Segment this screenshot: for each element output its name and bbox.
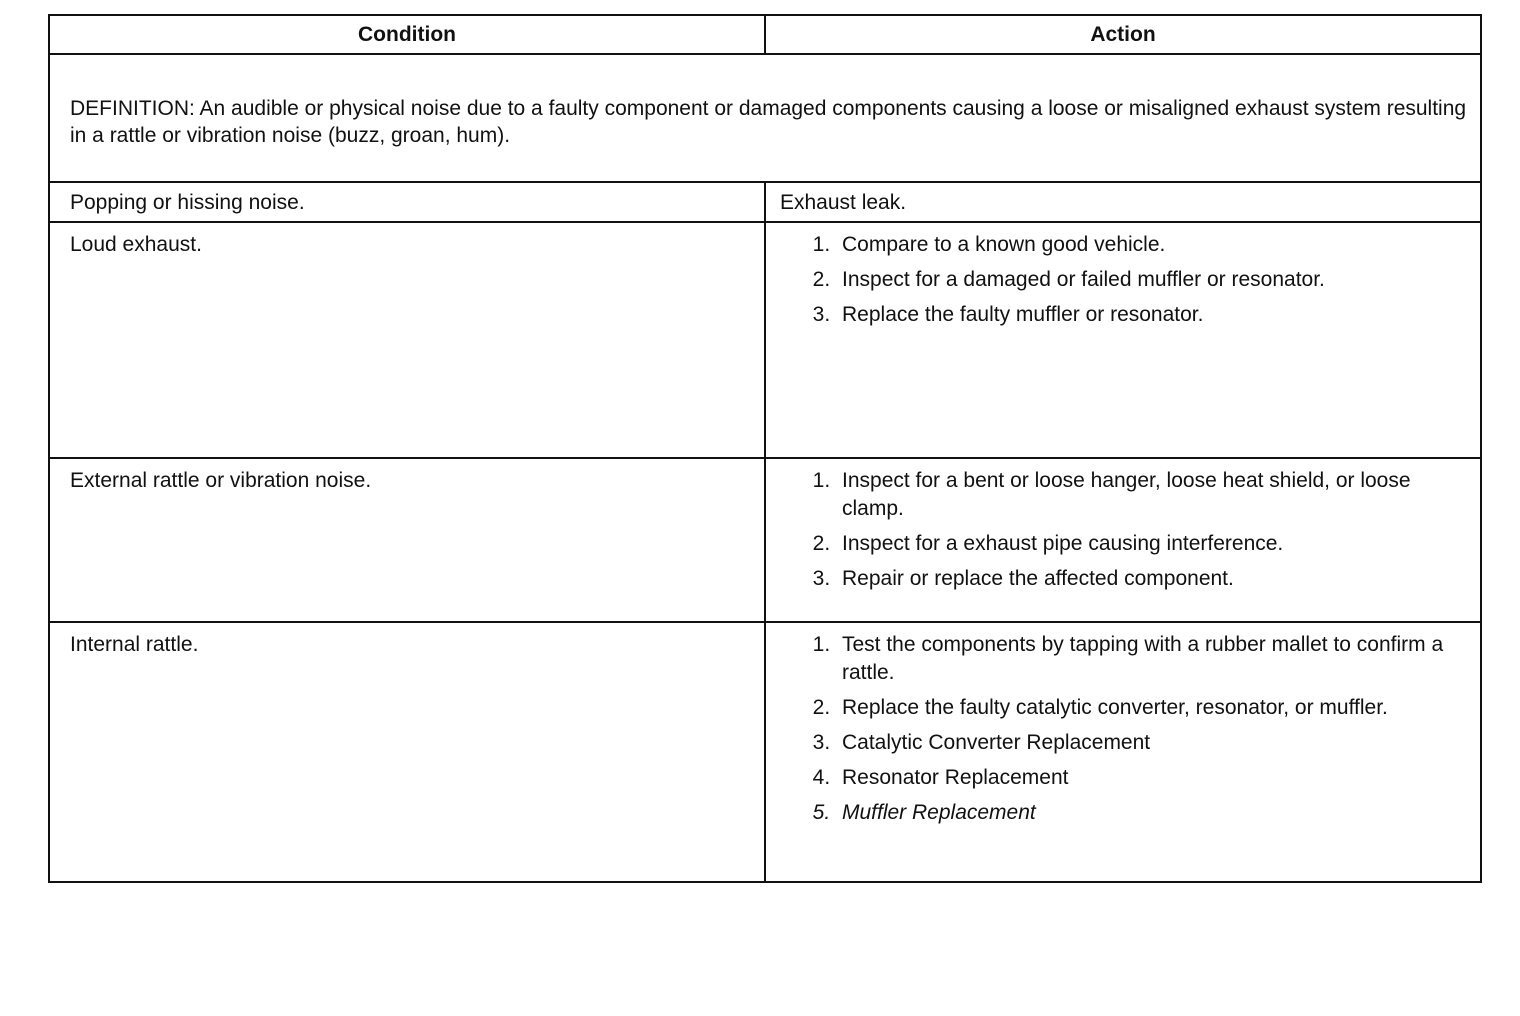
action-item: 2. Inspect for a exhaust pipe causing interference. [836, 530, 1466, 558]
condition-cell [49, 182, 765, 222]
action-list [766, 459, 1480, 593]
condition-text: Internal rattle. [70, 633, 199, 656]
action-item: 2. Inspect for a damaged or failed muffler or resonator. [836, 266, 1466, 294]
action-cell [765, 222, 1481, 458]
action-cell [765, 458, 1481, 622]
action-cell [765, 622, 1481, 882]
condition-cell [49, 622, 765, 882]
action-cell [765, 182, 1481, 222]
action-item: 5. Muffler Replacement [836, 799, 1466, 827]
table-row [49, 458, 1481, 622]
condition-cell [49, 458, 765, 622]
action-item: 1. Inspect for a bent or loose hanger, loose heat shield, or loose clamp. [836, 467, 1466, 523]
action-header: Action [765, 15, 1481, 54]
action-item: 1. Compare to a known good vehicle. [836, 231, 1466, 259]
diagnostic-table [48, 14, 1482, 883]
header-row [49, 15, 1481, 54]
definition-text: DEFINITION: An audible or physical noise due to a faulty component or damaged components causing a loose or misaligned exhaust system resulting in a rattle or vibration noise (buzz, groan, hum). [49, 54, 1481, 182]
action-item: 2. Replace the faulty catalytic converter, resonator, or muffler. [836, 694, 1466, 722]
action-item: 1. Test the components by tapping with a rubber mallet to confirm a rattle. [836, 631, 1466, 687]
action-item: 4. Resonator Replacement [836, 764, 1466, 792]
condition-text: External rattle or vibration noise. [70, 469, 372, 492]
condition-header: Condition [49, 15, 765, 54]
table-row [49, 222, 1481, 458]
condition-text: Loud exhaust. [70, 233, 202, 256]
condition-cell [49, 222, 765, 458]
table-row [49, 622, 1481, 882]
action-list [766, 223, 1480, 329]
condition-text: Popping or hissing noise. [70, 191, 305, 214]
definition-row [49, 54, 1481, 182]
action-list [766, 623, 1480, 827]
table-row [49, 182, 1481, 222]
action-item: 3. Replace the faulty muffler or resonator. [836, 301, 1466, 329]
action-item: 3. Catalytic Converter Replacement [836, 729, 1466, 757]
action-text: Exhaust leak. [780, 191, 907, 214]
action-item: 3. Repair or replace the affected component. [836, 565, 1466, 593]
